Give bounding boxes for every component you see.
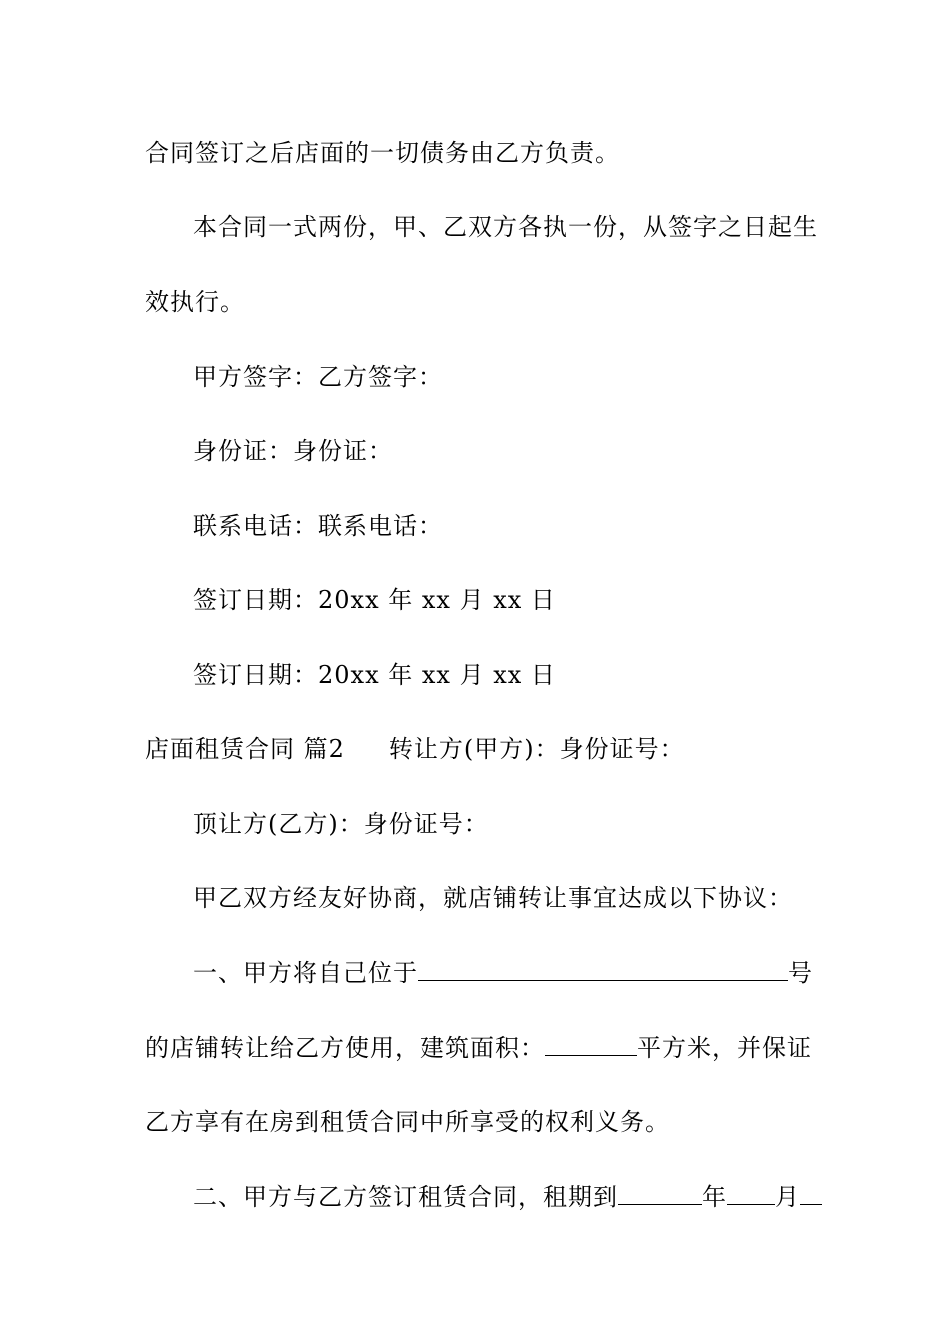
clause-1-line-3: 乙方享有在房到租赁合同中所享受的权利义务。 (145, 1108, 670, 1136)
clause-1-area-unit: 平方米，并保证 (637, 1034, 812, 1062)
area-blank (545, 1033, 637, 1056)
year-blank (618, 1182, 702, 1205)
clause-1-text: 一、甲方将自己位于 (193, 959, 418, 987)
clause-1-line-1 (193, 958, 813, 988)
address-blank (418, 958, 788, 981)
signature-line: 甲方签字：乙方签字： (193, 363, 443, 391)
month-blank (727, 1182, 775, 1205)
section-heading-row (145, 734, 685, 764)
paragraph-debt-clause: 合同签订之后店面的一切债务由乙方负责。 (145, 139, 620, 167)
sign-date-line-2: 签订日期：20xx 年 xx 月 xx 日 (193, 661, 556, 689)
section-heading: 店面租赁合同 篇2 (145, 735, 345, 763)
clause-2-line-1 (193, 1182, 822, 1212)
paragraph-copies-clause-cont: 效执行。 (145, 288, 245, 316)
year-label: 年 (702, 1183, 727, 1211)
day-blank (800, 1182, 822, 1205)
month-label: 月 (775, 1183, 800, 1211)
clause-1-number-label: 号 (788, 959, 813, 987)
phone-line: 联系电话：联系电话： (193, 512, 443, 540)
id-card-line: 身份证：身份证： (193, 437, 393, 465)
transferor-line: 转让方(甲方)：身份证号： (388, 735, 685, 763)
paragraph-copies-clause: 本合同一式两份，甲、乙双方各执一份，从签字之日起生 (193, 213, 818, 241)
clause-2-text: 二、甲方与乙方签订租赁合同，租期到 (193, 1183, 618, 1211)
sign-date-line: 签订日期：20xx 年 xx 月 xx 日 (193, 586, 556, 614)
clause-1-area-text: 的店铺转让给乙方使用，建筑面积： (145, 1034, 545, 1062)
clause-1-line-2 (145, 1033, 812, 1063)
agreement-intro: 甲乙双方经友好协商，就店铺转让事宜达成以下协议： (193, 884, 793, 912)
transferee-line: 顶让方(乙方)：身份证号： (193, 810, 489, 838)
